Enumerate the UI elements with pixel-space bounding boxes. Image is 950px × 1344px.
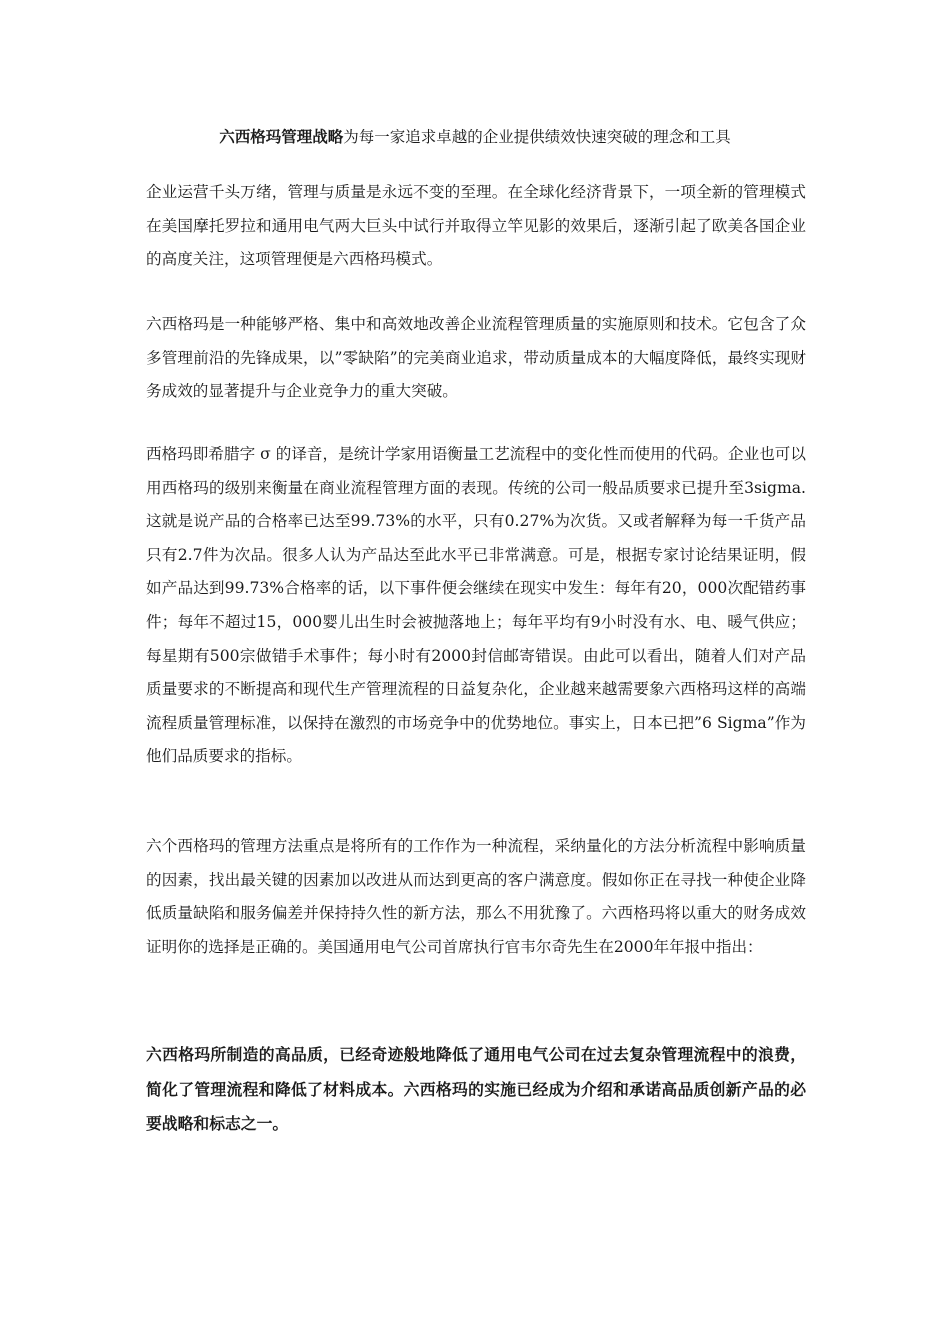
paragraph-quote-bold: 六西格玛所制造的高品质，已经奇迹般地降低了通用电气公司在过去复杂管理流程中的浪费，简化了管理流程和降低了材料成本。六西格玛的实施已经成为介绍和承诺高品质创新产品的必要战略和标志之一。 xyxy=(146,1045,806,1133)
paragraph-sigma-explanation: 西格玛即希腊字 σ 的译音，是统计学家用语衡量工艺流程中的变化性而使用的代码。企业也可以用西格玛的级别来衡量在商业流程管理方面的表现。传统的公司一般品质要求已提升至3sigma.这就是说产品的合格率已达至99.73%的水平，只有0.27%为次货。又或者解释为每一千货产品只有2.7件为次品。很多人认为产品达至此水平已非常满意。可是，根据专家讨论结果证明，假如产品达到99.73%合格率的话，以下事件便会继续在现实中发生：每年有20，000次配错药事件；每年不超过15，000婴儿出生时会被抛落地上；每年平均有9小时没有水、电、暖气供应；每星期有500宗做错手术事件；每小时有2000封信邮寄错误。由此可以看出，随着人们对产品质量要求的不断提高和现代生产管理流程的日益复杂化，企业越来越需要象六西格玛这样的高端流程质量管理标准，以保持在激烈的市场竞争中的优势地位。事实上，日本已把”6 Sigma”作为他们品质要求的指标。 xyxy=(146,445,806,766)
title-rest-part: 为每一家追求卓越的企业提供绩效快速突破的理念和工具 xyxy=(343,128,731,146)
paragraph-intro: 企业运营千头万绪，管理与质量是永远不变的至理。在全球化经济背景下，一项全新的管理模式在美国摩托罗拉和通用电气两大巨头中试行并取得立竿见影的效果后，逐渐引起了欧美各国企业的高度关注，这项管理便是六西格玛模式。 xyxy=(146,183,806,269)
document-title xyxy=(146,124,804,150)
paragraph-method: 六个西格玛的管理方法重点是将所有的工作作为一种流程，采纳量化的方法分析流程中影响质量的因素，找出最关键的因素加以改进从而达到更高的客户满意度。假如你正在寻找一种使企业降低质量缺陷和服务偏差并保持持久性的新方法，那么不用犹豫了。六西格玛将以重大的财务成效证明你的选择是正确的。美国通用电气公司首席执行官韦尔奇先生在2000年年报中指出： xyxy=(146,837,806,956)
paragraph-definition: 六西格玛是一种能够严格、集中和高效地改善企业流程管理质量的实施原则和技术。它包含了众多管理前沿的先锋成果，以”零缺陷”的完美商业追求，带动质量成本的大幅度降低，最终实现财务成效的显著提升与企业竞争力的重大突破。 xyxy=(146,315,806,401)
title-bold-part: 六西格玛管理战略 xyxy=(219,127,344,146)
